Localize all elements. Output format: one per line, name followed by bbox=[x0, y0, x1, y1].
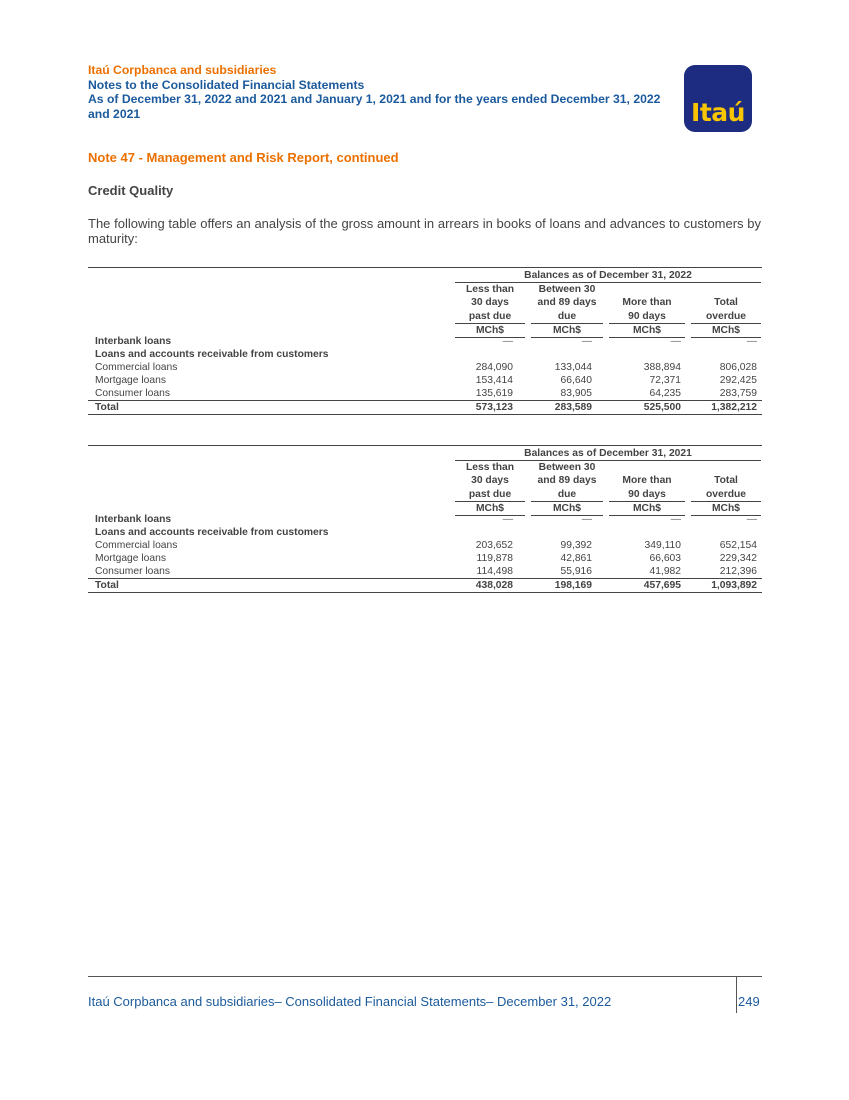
section-title: Credit Quality bbox=[88, 183, 174, 198]
table-row bbox=[88, 552, 762, 565]
table-body bbox=[88, 513, 762, 593]
column-header-line-2: and 89 days bbox=[537, 475, 597, 487]
column-unit: MCh$ bbox=[531, 501, 603, 516]
column-header-line-3: 90 days bbox=[628, 310, 666, 322]
column-unit: MCh$ bbox=[455, 501, 525, 516]
row-label: Consumer loans bbox=[95, 388, 170, 399]
row-label: Loans and accounts receivable from customers bbox=[95, 527, 329, 538]
table-cell: 229,342 bbox=[719, 553, 757, 564]
column-header-line-2: More than bbox=[622, 475, 672, 487]
column-header-line-1 bbox=[691, 461, 761, 474]
table-caption: Balances as of December 31, 2021 bbox=[455, 447, 761, 461]
column-header-line-1 bbox=[691, 283, 761, 296]
row-label: Interbank loans bbox=[95, 514, 172, 525]
column-header bbox=[455, 283, 525, 338]
column-header-line-3: overdue bbox=[705, 310, 747, 322]
column-header bbox=[609, 461, 685, 516]
total-cell: 1,093,892 bbox=[711, 580, 757, 591]
table-cell: 652,154 bbox=[719, 540, 757, 551]
header-block bbox=[88, 63, 660, 121]
column-header-line-2: and 89 days bbox=[537, 297, 597, 309]
column-header-line-1 bbox=[609, 283, 685, 296]
table-row bbox=[88, 361, 762, 374]
total-cell: 1,382,212 bbox=[711, 402, 757, 413]
column-header-line-3: past due bbox=[468, 310, 512, 322]
row-label: Commercial loans bbox=[95, 362, 178, 373]
page-number: 249 bbox=[738, 994, 760, 1009]
table-cell: 114,498 bbox=[476, 566, 513, 577]
column-header-line-3: 90 days bbox=[628, 488, 666, 500]
table-cell: — bbox=[502, 514, 513, 525]
note-title: Note 47 - Management and Risk Report, continued bbox=[88, 150, 399, 165]
table-cell: — bbox=[670, 514, 681, 525]
table-cell: 72,371 bbox=[649, 375, 681, 386]
table-cell: — bbox=[581, 336, 592, 347]
table-cell: 806,028 bbox=[719, 362, 757, 373]
column-header-line-2: Total bbox=[714, 475, 738, 487]
table-cell: 64,235 bbox=[649, 388, 681, 399]
column-unit: MCh$ bbox=[691, 501, 761, 516]
header-line-3: and 2021 bbox=[88, 106, 141, 121]
column-unit: MCh$ bbox=[609, 501, 685, 516]
table-cell: 153,414 bbox=[475, 375, 513, 386]
table-cell: — bbox=[581, 514, 592, 525]
table-row bbox=[88, 526, 762, 539]
logo-text: Itaú bbox=[691, 98, 745, 127]
table-cell: 119,878 bbox=[476, 553, 513, 564]
table-cell: — bbox=[746, 336, 757, 347]
table-cell: 41,982 bbox=[649, 566, 681, 577]
header-line-1: Notes to the Consolidated Financial Statements bbox=[88, 77, 365, 92]
table-2022 bbox=[88, 267, 762, 415]
column-unit: MCh$ bbox=[609, 323, 685, 338]
table-row bbox=[88, 335, 762, 348]
column-header bbox=[455, 461, 525, 516]
table-cell: 133,044 bbox=[554, 362, 592, 373]
column-header-line-2: 30 days bbox=[471, 475, 509, 487]
table-row bbox=[88, 513, 762, 526]
table-cell: 55,916 bbox=[560, 566, 592, 577]
intro-paragraph: The following table offers an analysis of the gross amount in arrears in books of loans and advances to customers by maturity: bbox=[88, 216, 761, 246]
column-header-line-3: past due bbox=[468, 488, 512, 500]
table-cell: 99,392 bbox=[560, 540, 592, 551]
table-caption: Balances as of December 31, 2022 bbox=[455, 269, 761, 283]
column-header-line-3: due bbox=[557, 488, 577, 500]
column-header bbox=[531, 461, 603, 516]
column-header-line-3: due bbox=[557, 310, 577, 322]
table-cell: 135,619 bbox=[475, 388, 513, 399]
total-cell: 438,028 bbox=[475, 580, 513, 591]
table-cell: 66,640 bbox=[560, 375, 592, 386]
total-cell: 457,695 bbox=[643, 580, 681, 591]
column-header bbox=[691, 461, 761, 516]
table-row bbox=[88, 374, 762, 387]
column-header-line-1: Less than bbox=[465, 462, 515, 473]
row-label: Loans and accounts receivable from customers bbox=[95, 349, 329, 360]
column-header bbox=[691, 283, 761, 338]
total-cell: 525,500 bbox=[643, 402, 681, 413]
column-header-line-2: 30 days bbox=[471, 297, 509, 309]
table-body bbox=[88, 335, 762, 415]
table-cell: — bbox=[670, 336, 681, 347]
total-cell: 283,589 bbox=[554, 402, 592, 413]
table-cell: 42,861 bbox=[560, 553, 592, 564]
footer-divider bbox=[88, 976, 762, 977]
column-header-line-1: Between 30 bbox=[538, 462, 596, 473]
table-row bbox=[88, 387, 762, 400]
table-cell: — bbox=[746, 514, 757, 525]
column-header bbox=[609, 283, 685, 338]
table-row bbox=[88, 565, 762, 578]
total-row bbox=[88, 400, 762, 415]
column-header-line-1: Between 30 bbox=[538, 284, 596, 295]
row-label: Mortgage loans bbox=[95, 553, 166, 564]
company-name: Itaú Corpbanca and subsidiaries bbox=[88, 63, 277, 77]
table-cell: 203,652 bbox=[475, 540, 513, 551]
total-label: Total bbox=[95, 580, 119, 591]
table-cell: 388,894 bbox=[643, 362, 681, 373]
footer-text: Itaú Corpbanca and subsidiaries– Consolidated Financial Statements– December 31, 2022 bbox=[88, 994, 612, 1009]
footer-separator bbox=[736, 977, 737, 1013]
row-label: Interbank loans bbox=[95, 336, 172, 347]
table-cell: 284,090 bbox=[475, 362, 513, 373]
header-line-2: As of December 31, 2022 and 2021 and January 1, 2021 and for the years ended December 31, 2022 bbox=[88, 92, 661, 107]
itau-logo bbox=[684, 65, 752, 132]
table-cell: 283,759 bbox=[719, 388, 757, 399]
row-label: Consumer loans bbox=[95, 566, 170, 577]
column-header-line-1: Less than bbox=[465, 284, 515, 295]
table-row bbox=[88, 348, 762, 361]
table-cell: — bbox=[502, 336, 513, 347]
table-cell: 292,425 bbox=[719, 375, 757, 386]
column-header bbox=[531, 283, 603, 338]
table-2021 bbox=[88, 445, 762, 593]
total-cell: 198,169 bbox=[554, 580, 592, 591]
table-cell: 83,905 bbox=[560, 388, 592, 399]
column-header-line-3: overdue bbox=[705, 488, 747, 500]
total-cell: 573,123 bbox=[475, 402, 513, 413]
row-label: Mortgage loans bbox=[95, 375, 166, 386]
table-cell: 212,396 bbox=[719, 566, 757, 577]
row-label: Commercial loans bbox=[95, 540, 178, 551]
table-cell: 349,110 bbox=[644, 540, 681, 551]
total-label: Total bbox=[95, 402, 119, 413]
column-header-line-2: More than bbox=[622, 297, 672, 309]
column-unit: MCh$ bbox=[531, 323, 603, 338]
total-row bbox=[88, 578, 762, 593]
table-row bbox=[88, 539, 762, 552]
column-header-line-2: Total bbox=[714, 297, 738, 309]
column-header-line-1 bbox=[609, 461, 685, 474]
column-unit: MCh$ bbox=[691, 323, 761, 338]
table-cell: 66,603 bbox=[649, 553, 681, 564]
column-unit: MCh$ bbox=[455, 323, 525, 338]
